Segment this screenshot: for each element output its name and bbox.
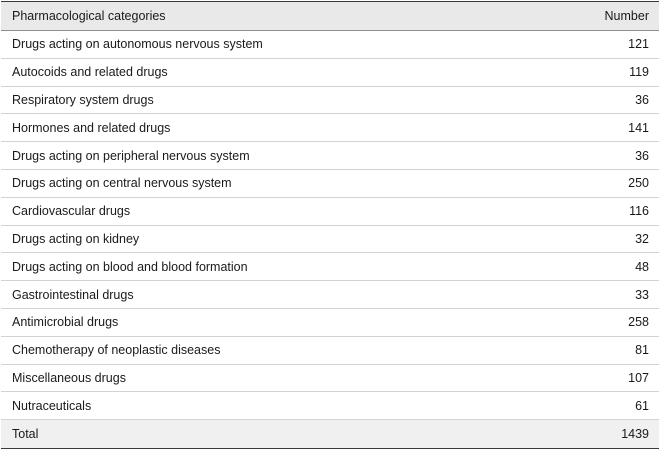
row-category: Nutraceuticals <box>12 398 92 413</box>
table-row <box>1 309 659 337</box>
table-row <box>1 365 659 393</box>
row-number: 48 <box>635 259 649 274</box>
row-category: Autocoids and related drugs <box>12 65 168 80</box>
row-number: 258 <box>628 315 649 330</box>
row-category: Gastrointestinal drugs <box>12 287 134 302</box>
table-row <box>1 337 659 365</box>
row-number: 61 <box>635 398 649 413</box>
table-row <box>1 281 659 309</box>
total-label: Total <box>12 427 39 442</box>
row-category: Drugs acting on kidney <box>12 231 140 246</box>
row-category: Cardiovascular drugs <box>12 204 131 219</box>
row-category: Chemotherapy of neoplastic diseases <box>12 343 221 358</box>
row-number: 36 <box>635 92 649 107</box>
row-category: Respiratory system drugs <box>12 92 154 107</box>
row-category: Miscellaneous drugs <box>12 370 126 385</box>
row-number: 33 <box>635 287 649 302</box>
row-number: 116 <box>629 204 649 219</box>
categories-table <box>1 1 659 449</box>
total-row <box>1 420 659 448</box>
table-row <box>1 114 659 142</box>
row-category: Drugs acting on peripheral nervous system <box>12 148 250 163</box>
total-number: 1439 <box>621 427 649 442</box>
row-number: 81 <box>635 343 649 358</box>
row-number: 121 <box>628 37 649 52</box>
row-number: 107 <box>628 370 649 385</box>
table-row <box>1 31 659 59</box>
table-row <box>1 142 659 170</box>
table-row <box>1 198 659 226</box>
row-number: 141 <box>628 120 649 135</box>
table-row <box>1 59 659 87</box>
row-number: 119 <box>629 65 649 80</box>
row-category: Antimicrobial drugs <box>12 315 119 330</box>
row-number: 32 <box>635 231 649 246</box>
table-row <box>1 392 659 420</box>
table-row <box>1 87 659 115</box>
row-category: Drugs acting on central nervous system <box>12 176 232 191</box>
header-category: Pharmacological categories <box>12 9 166 23</box>
row-category: Hormones and related drugs <box>12 120 171 135</box>
header-number: Number <box>604 9 649 23</box>
table-row <box>1 226 659 254</box>
row-category: Drugs acting on blood and blood formation <box>12 259 248 274</box>
table-header <box>1 2 659 31</box>
table-row <box>1 253 659 281</box>
table-row <box>1 170 659 198</box>
row-number: 36 <box>635 148 649 163</box>
row-category: Drugs acting on autonomous nervous system <box>12 37 263 52</box>
row-number: 250 <box>628 176 649 191</box>
